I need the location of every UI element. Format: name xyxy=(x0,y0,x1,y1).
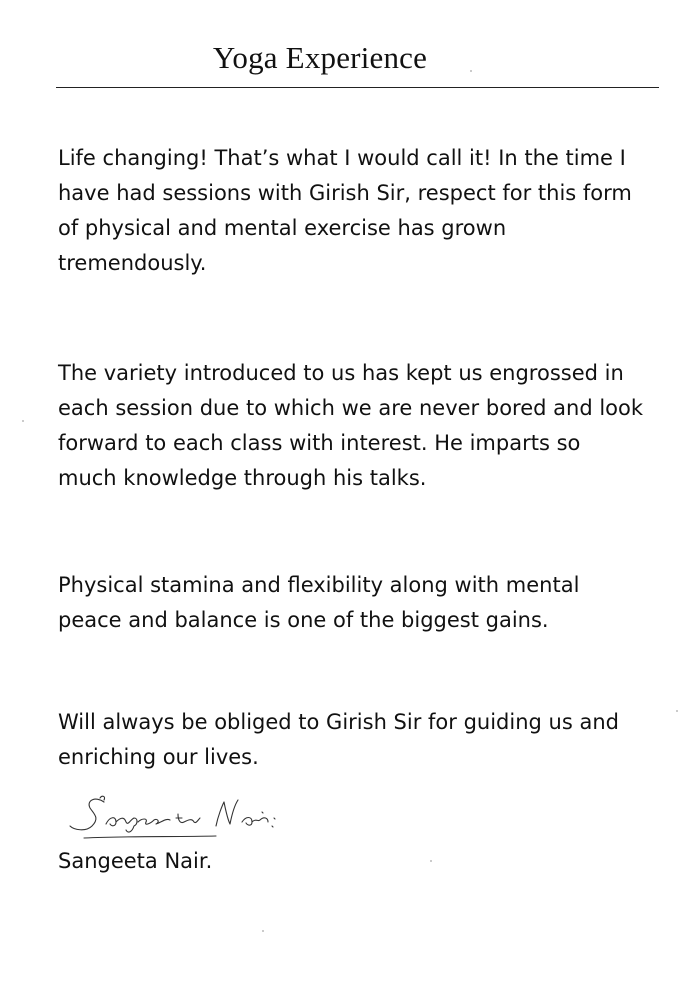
paragraph-line: of physical and mental exercise has grown xyxy=(58,216,507,240)
document-title: Yoga Experience xyxy=(212,40,428,75)
handwritten-signature xyxy=(66,792,316,844)
title-underline xyxy=(56,87,659,88)
scan-speck xyxy=(262,930,264,932)
author-name: Sangeeta Nair. xyxy=(58,849,213,873)
paragraph-line: Physical stamina and flexibility along with mental xyxy=(58,573,580,597)
paragraph-line: Life changing! That’s what I would call it! In the time I xyxy=(58,146,626,170)
paragraph-line: each session due to which we are never bored and look xyxy=(58,396,644,420)
scan-speck xyxy=(22,420,24,422)
scan-speck xyxy=(470,70,472,72)
paragraph-3 xyxy=(58,568,658,638)
paragraph-4 xyxy=(58,705,658,775)
paragraph-line: forward to each class with interest. He imparts so xyxy=(58,431,581,455)
paragraph-line: Will always be obliged to Girish Sir for guiding us and xyxy=(58,710,619,734)
scan-speck xyxy=(676,710,678,712)
paragraph-2 xyxy=(58,356,658,496)
scan-speck xyxy=(430,860,432,862)
paragraph-line: much knowledge through his talks. xyxy=(58,466,427,490)
paragraph-line: have had sessions with Girish Sir, respect for this form xyxy=(58,181,632,205)
paragraph-line: enriching our lives. xyxy=(58,745,259,769)
paragraph-line: The variety introduced to us has kept us engrossed in xyxy=(58,361,624,385)
paragraph-line: peace and balance is one of the biggest gains. xyxy=(58,608,549,632)
paragraph-1 xyxy=(58,141,658,281)
paragraph-line: tremendously. xyxy=(58,251,207,275)
